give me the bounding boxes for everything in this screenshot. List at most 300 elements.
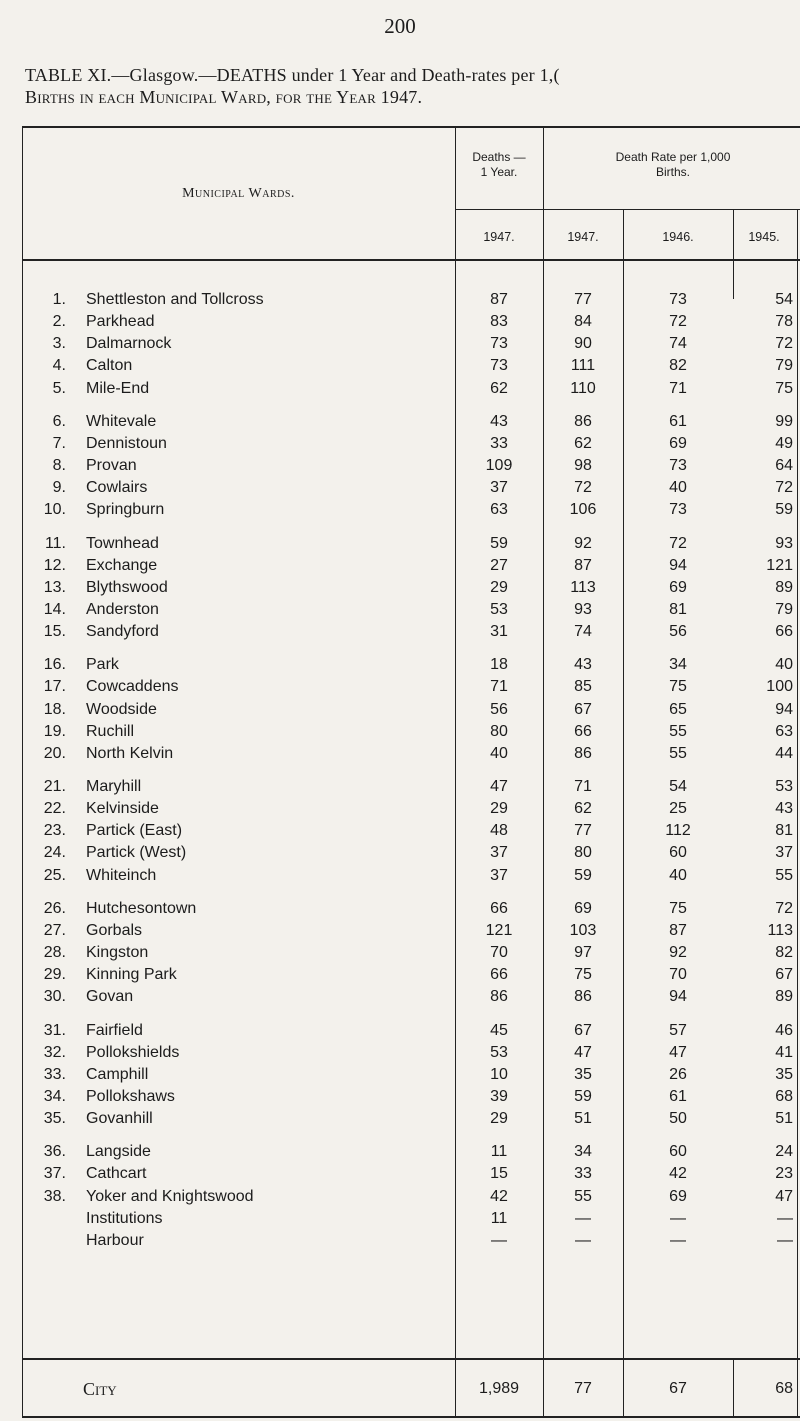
rate-1947: 43 bbox=[574, 656, 592, 674]
rate-1945: 82 bbox=[775, 944, 793, 962]
table-row bbox=[0, 411, 800, 433]
rate-1945: 51 bbox=[775, 1110, 793, 1128]
deaths-1947: 11 bbox=[490, 1209, 508, 1227]
rate-1945: 94 bbox=[775, 700, 793, 718]
ward-number: 9. bbox=[52, 479, 66, 497]
rate-1947: 62 bbox=[574, 434, 592, 452]
rate-1946: — bbox=[670, 1209, 686, 1227]
rate-1947: 87 bbox=[574, 556, 592, 574]
ward-number: 27. bbox=[43, 921, 66, 939]
ward-name: Fairfield bbox=[86, 1021, 143, 1039]
year-rate-1947: 1947. bbox=[567, 230, 599, 244]
rate-1946: 69 bbox=[669, 578, 687, 596]
ward-number: 17. bbox=[43, 678, 66, 696]
ward-name: Kingston bbox=[86, 944, 149, 962]
deaths-1947: 109 bbox=[485, 457, 513, 475]
rate-1946: 34 bbox=[669, 656, 687, 674]
table-row bbox=[0, 1064, 800, 1086]
ward-name: Cathcart bbox=[86, 1165, 147, 1183]
ward-name: Dalmarnock bbox=[86, 335, 172, 353]
rate-1945: 53 bbox=[775, 778, 793, 795]
ward-name: Camphill bbox=[86, 1065, 149, 1083]
rate-1946: 54 bbox=[669, 778, 687, 795]
rate-1946: 94 bbox=[669, 988, 687, 1006]
table-row bbox=[0, 842, 800, 864]
rate-1947: 75 bbox=[574, 966, 592, 984]
rate-1946: 71 bbox=[669, 379, 687, 397]
table-row bbox=[0, 355, 800, 377]
rate-1947: 97 bbox=[574, 944, 592, 962]
rate-1945: 89 bbox=[775, 988, 793, 1006]
ward-number: 11. bbox=[44, 534, 66, 552]
table-row bbox=[0, 699, 800, 721]
deaths-1947: 43 bbox=[490, 412, 508, 430]
rate-1946: 94 bbox=[669, 556, 687, 574]
table-row bbox=[0, 798, 800, 820]
rate-1945: 54 bbox=[775, 291, 793, 308]
deaths-1947: 66 bbox=[490, 966, 508, 984]
rate-1945: 99 bbox=[775, 412, 793, 430]
city-deaths: 1,989 bbox=[478, 1380, 520, 1397]
deaths-1947: 83 bbox=[490, 313, 508, 331]
rate-1947: 106 bbox=[569, 501, 597, 519]
ward-number: 16. bbox=[43, 656, 66, 674]
deaths-1947: 73 bbox=[490, 335, 508, 353]
header-deaths: Deaths —1 Year. bbox=[472, 150, 526, 179]
rate-1945: 40 bbox=[775, 656, 793, 674]
rate-1946: — bbox=[670, 1231, 686, 1249]
ward-number: 1. bbox=[52, 291, 66, 308]
table-row bbox=[0, 311, 800, 333]
ward-number: 31. bbox=[43, 1021, 66, 1039]
deaths-1947: 11 bbox=[490, 1143, 508, 1161]
rate-1947: 67 bbox=[574, 700, 592, 718]
ward-number: 38. bbox=[43, 1187, 66, 1205]
ward-name: Blythswood bbox=[86, 578, 168, 596]
table-row bbox=[0, 898, 800, 920]
rate-1945: 79 bbox=[775, 357, 793, 375]
table-row bbox=[0, 1108, 800, 1130]
ward-number: 35. bbox=[43, 1110, 66, 1128]
rate-1945: 89 bbox=[775, 578, 793, 596]
table-row bbox=[0, 776, 800, 798]
rate-1946: 75 bbox=[669, 899, 687, 917]
rate-1945: 72 bbox=[775, 899, 793, 917]
deaths-1947: 53 bbox=[490, 1043, 508, 1061]
rate-1947: 98 bbox=[574, 457, 592, 475]
table-row bbox=[0, 1163, 800, 1185]
deaths-1947: 70 bbox=[490, 944, 508, 962]
ward-name: Calton bbox=[86, 357, 133, 375]
rate-1945: 24 bbox=[775, 1143, 793, 1161]
deaths-1947: 62 bbox=[490, 379, 508, 397]
table-top-rule bbox=[22, 126, 800, 128]
ward-name: Provan bbox=[86, 457, 137, 475]
table-row bbox=[0, 1141, 800, 1163]
ward-name: Govanhill bbox=[86, 1110, 153, 1128]
ward-number: 22. bbox=[43, 800, 66, 818]
ward-name: Anderston bbox=[86, 600, 159, 618]
table-row bbox=[0, 1020, 800, 1042]
deaths-1947: 86 bbox=[490, 988, 508, 1006]
rate-1947: 35 bbox=[574, 1065, 592, 1083]
ward-number: 26. bbox=[43, 899, 66, 917]
rate-1945: 23 bbox=[775, 1165, 793, 1183]
rate-1947: 86 bbox=[574, 412, 592, 430]
ward-name: Woodside bbox=[86, 700, 157, 718]
rate-1945: 67 bbox=[775, 966, 793, 984]
rate-1946: 73 bbox=[669, 457, 687, 475]
table-row bbox=[0, 743, 800, 765]
city-label: City bbox=[83, 1379, 117, 1399]
ward-name: Partick (West) bbox=[86, 844, 187, 862]
title-line-1: TABLE XI.—Glasgow.—DEATHS under 1 Year and Death-rates per 1,( bbox=[25, 65, 560, 85]
table-row bbox=[0, 433, 800, 455]
ward-number: 10. bbox=[43, 501, 66, 519]
rate-1945: — bbox=[777, 1209, 793, 1227]
ward-name: Cowcaddens bbox=[86, 678, 179, 696]
table-row bbox=[0, 986, 800, 1008]
rate-1947: — bbox=[575, 1209, 591, 1227]
rate-1945: 93 bbox=[775, 534, 793, 552]
rate-1947: 110 bbox=[570, 379, 596, 397]
rate-1947: 59 bbox=[574, 866, 592, 884]
ward-name: Sandyford bbox=[86, 623, 159, 641]
deaths-1947: 73 bbox=[490, 357, 508, 375]
ward-name: Pollokshaws bbox=[86, 1087, 175, 1105]
deaths-1947: 80 bbox=[490, 722, 508, 740]
rate-1945: 55 bbox=[775, 866, 793, 884]
rate-1947: 111 bbox=[570, 357, 596, 375]
rate-1947: 103 bbox=[569, 921, 597, 939]
rate-1947: 72 bbox=[574, 479, 592, 497]
ward-name: Ruchill bbox=[86, 722, 135, 740]
table-row bbox=[0, 577, 800, 599]
table-row bbox=[0, 555, 800, 577]
rate-1947: 90 bbox=[574, 335, 592, 353]
table-row bbox=[0, 964, 800, 986]
rate-1947: 33 bbox=[574, 1165, 592, 1183]
ward-name: North Kelvin bbox=[86, 744, 174, 762]
rate-1947: 80 bbox=[574, 844, 592, 862]
ward-number: 3. bbox=[52, 335, 66, 353]
ward-number: 4. bbox=[52, 357, 66, 375]
ward-number: 28. bbox=[43, 944, 66, 962]
rate-1945: 63 bbox=[775, 722, 793, 740]
deaths-1947: 56 bbox=[490, 700, 508, 718]
deaths-1947: 40 bbox=[490, 744, 508, 762]
ward-number: 8. bbox=[52, 457, 66, 475]
rate-1946: 55 bbox=[669, 722, 687, 740]
rate-1947: 47 bbox=[574, 1043, 592, 1061]
rate-1946: 60 bbox=[669, 1143, 687, 1161]
ward-name: Partick (East) bbox=[86, 822, 183, 840]
ward-name: Pollokshields bbox=[86, 1043, 180, 1061]
ward-number: 2. bbox=[52, 313, 66, 331]
table-row bbox=[0, 1186, 800, 1208]
deaths-1947: 33 bbox=[490, 434, 508, 452]
rate-1947: 113 bbox=[570, 578, 596, 596]
rate-1946: 47 bbox=[669, 1043, 687, 1061]
ward-name: Gorbals bbox=[86, 921, 143, 939]
deaths-1947: 27 bbox=[490, 556, 508, 574]
ward-number: 21. bbox=[43, 778, 66, 795]
table-row bbox=[0, 499, 800, 521]
ward-number: 15. bbox=[43, 623, 66, 641]
ward-number: 20. bbox=[43, 744, 66, 762]
title-line-2: Births in each Municipal Ward, for the Year 1947. bbox=[25, 87, 423, 107]
deaths-1947: 47 bbox=[490, 778, 508, 795]
deaths-1947: 39 bbox=[490, 1087, 508, 1105]
rate-1947: 67 bbox=[574, 1021, 592, 1039]
rate-1945: 81 bbox=[775, 822, 793, 840]
ward-number: 7. bbox=[52, 434, 66, 452]
ward-number: 13. bbox=[43, 578, 66, 596]
rate-1946: 65 bbox=[669, 700, 687, 718]
rate-1945: 100 bbox=[766, 678, 793, 696]
rate-1946: 73 bbox=[669, 501, 687, 519]
ward-name: Springburn bbox=[86, 501, 165, 519]
rate-1945: 43 bbox=[775, 800, 793, 818]
rate-1947: 77 bbox=[574, 291, 592, 308]
deaths-1947: 63 bbox=[490, 501, 508, 519]
rate-1946: 82 bbox=[669, 357, 687, 375]
ward-name: Institutions bbox=[86, 1209, 163, 1227]
rate-1945: 72 bbox=[775, 479, 793, 497]
deaths-1947: — bbox=[491, 1231, 507, 1249]
rate-1945: 79 bbox=[775, 600, 793, 618]
year-rate-1945: 1945. bbox=[748, 230, 780, 244]
header-bottom-rule bbox=[22, 259, 800, 261]
rate-1945: 113 bbox=[767, 921, 793, 939]
city-top-rule bbox=[22, 1358, 800, 1360]
table-row bbox=[0, 1086, 800, 1108]
ward-number: 5. bbox=[52, 379, 66, 397]
rate-1946: 40 bbox=[669, 479, 687, 497]
deaths-1947: 42 bbox=[490, 1187, 508, 1205]
rate-1947: — bbox=[575, 1231, 591, 1249]
deaths-1947: 53 bbox=[490, 600, 508, 618]
ward-number: 23. bbox=[43, 822, 66, 840]
deaths-1947: 29 bbox=[490, 578, 508, 596]
ward-number: 32. bbox=[43, 1043, 66, 1061]
rate-1945: 44 bbox=[775, 744, 793, 762]
ward-name: Langside bbox=[86, 1143, 151, 1161]
rate-1945: 47 bbox=[775, 1187, 793, 1205]
rate-1946: 56 bbox=[669, 623, 687, 641]
table-row bbox=[0, 289, 800, 311]
rate-1946: 55 bbox=[669, 744, 687, 762]
ward-name: Hutchesontown bbox=[86, 899, 197, 917]
rate-1945: 121 bbox=[766, 556, 793, 574]
ward-name: Kelvinside bbox=[86, 800, 159, 818]
header-death-rate: Death Rate per 1,000 Births. bbox=[615, 150, 731, 179]
rate-1945: 46 bbox=[775, 1021, 793, 1039]
rate-1946: 75 bbox=[669, 678, 687, 696]
ward-name: Dennistoun bbox=[86, 434, 167, 452]
rate-1946: 61 bbox=[669, 1087, 687, 1105]
deaths-1947: 10 bbox=[490, 1065, 508, 1083]
rate-1947: 86 bbox=[574, 744, 592, 762]
ward-name: Kinning Park bbox=[86, 966, 177, 984]
rate-1946: 60 bbox=[669, 844, 687, 862]
rate-1947: 85 bbox=[574, 678, 592, 696]
table-row bbox=[0, 599, 800, 621]
page-number: 200 bbox=[384, 14, 416, 38]
ward-name: Mile-End bbox=[86, 379, 150, 397]
rate-1946: 25 bbox=[669, 800, 687, 818]
rate-1945: 66 bbox=[775, 623, 793, 641]
rate-1946: 92 bbox=[669, 944, 687, 962]
rate-1947: 84 bbox=[574, 313, 592, 331]
rate-1945: 75 bbox=[775, 379, 793, 397]
rate-1945: 68 bbox=[775, 1087, 793, 1105]
table-row bbox=[0, 533, 800, 555]
ward-name: Exchange bbox=[86, 556, 158, 574]
table-bottom-rule bbox=[22, 1416, 800, 1418]
table-row bbox=[0, 676, 800, 698]
rate-1946: 26 bbox=[669, 1065, 687, 1083]
table-row bbox=[0, 1230, 800, 1252]
table-row bbox=[0, 621, 800, 643]
ward-name: Parkhead bbox=[86, 313, 155, 331]
city-rate-1947: 77 bbox=[574, 1380, 592, 1397]
deaths-1947: 45 bbox=[490, 1021, 508, 1039]
rate-1946: 42 bbox=[669, 1165, 687, 1183]
rate-1946: 70 bbox=[669, 966, 687, 984]
rate-1945: 59 bbox=[775, 501, 793, 519]
rate-1947: 86 bbox=[574, 988, 592, 1006]
deaths-1947: 48 bbox=[490, 822, 508, 840]
ward-number: 24. bbox=[43, 844, 66, 862]
rate-1946: 87 bbox=[669, 921, 687, 939]
divider-1946 bbox=[733, 209, 734, 299]
year-deaths-1947: 1947. bbox=[483, 230, 515, 244]
rate-1947: 66 bbox=[574, 722, 592, 740]
rate-1947: 51 bbox=[574, 1110, 592, 1128]
table-row bbox=[0, 477, 800, 499]
deaths-1947: 37 bbox=[490, 844, 508, 862]
rate-1945: 35 bbox=[775, 1065, 793, 1083]
rate-1946: 61 bbox=[669, 412, 687, 430]
rate-1945: 41 bbox=[775, 1043, 793, 1061]
ward-number: 18. bbox=[43, 700, 66, 718]
ward-name: Harbour bbox=[86, 1231, 144, 1249]
deaths-1947: 87 bbox=[490, 291, 508, 308]
city-rate-1945: 68 bbox=[775, 1380, 793, 1397]
rate-1946: 73 bbox=[669, 291, 687, 308]
ward-number: 37. bbox=[43, 1165, 66, 1183]
ward-name: Whiteinch bbox=[86, 866, 157, 884]
rate-1946: 112 bbox=[665, 822, 691, 840]
table-row bbox=[0, 378, 800, 400]
header-sub-rule bbox=[455, 209, 800, 210]
ward-name: Yoker and Knightswood bbox=[86, 1187, 254, 1205]
ward-number: 36. bbox=[43, 1143, 66, 1161]
table-row bbox=[0, 455, 800, 477]
rate-1946: 81 bbox=[669, 600, 687, 618]
table-row bbox=[0, 654, 800, 676]
rate-1947: 77 bbox=[574, 822, 592, 840]
ward-name: Cowlairs bbox=[86, 479, 148, 497]
rate-1946: 74 bbox=[669, 335, 687, 353]
ward-number: 29. bbox=[43, 966, 66, 984]
table-row bbox=[0, 1208, 800, 1230]
ward-name: Shettleston and Tollcross bbox=[86, 291, 264, 308]
rate-1947: 92 bbox=[574, 534, 592, 552]
table-title bbox=[25, 64, 560, 108]
city-rate-1946: 67 bbox=[669, 1380, 687, 1397]
rate-1947: 71 bbox=[574, 778, 592, 795]
header-wards: Municipal Wards. bbox=[182, 186, 295, 201]
rate-1945: — bbox=[777, 1231, 793, 1249]
table-row bbox=[0, 865, 800, 887]
table-row bbox=[0, 942, 800, 964]
rate-1945: 37 bbox=[775, 844, 793, 862]
deaths-1947: 29 bbox=[490, 800, 508, 818]
table-row bbox=[0, 920, 800, 942]
table-row bbox=[0, 1042, 800, 1064]
deaths-1947: 59 bbox=[490, 534, 508, 552]
rate-1945: 78 bbox=[775, 313, 793, 331]
rate-1946: 50 bbox=[669, 1110, 687, 1128]
rate-1946: 72 bbox=[669, 313, 687, 331]
deaths-1947: 66 bbox=[490, 899, 508, 917]
rate-1946: 69 bbox=[669, 434, 687, 452]
rate-1947: 59 bbox=[574, 1087, 592, 1105]
deaths-1947: 37 bbox=[490, 866, 508, 884]
rate-1946: 40 bbox=[669, 866, 687, 884]
rate-1946: 69 bbox=[669, 1187, 687, 1205]
ward-name: Park bbox=[86, 656, 119, 674]
ward-number: 6. bbox=[52, 412, 66, 430]
rate-1947: 93 bbox=[574, 600, 592, 618]
rate-1947: 74 bbox=[574, 623, 592, 641]
deaths-1947: 15 bbox=[490, 1165, 508, 1183]
ward-number: 25. bbox=[43, 866, 66, 884]
rate-1947: 69 bbox=[574, 899, 592, 917]
rate-1945: 72 bbox=[775, 335, 793, 353]
deaths-1947: 29 bbox=[490, 1110, 508, 1128]
ward-number: 14. bbox=[43, 600, 66, 618]
table-row bbox=[0, 820, 800, 842]
deaths-1947: 18 bbox=[490, 656, 508, 674]
deaths-1947: 37 bbox=[490, 479, 508, 497]
deaths-1947: 31 bbox=[490, 623, 508, 641]
ward-number: 19. bbox=[43, 722, 66, 740]
ward-number: 34. bbox=[43, 1087, 66, 1105]
deaths-1947: 71 bbox=[490, 678, 508, 696]
table-row bbox=[0, 721, 800, 743]
deaths-1947: 121 bbox=[485, 921, 513, 939]
rate-1946: 57 bbox=[669, 1021, 687, 1039]
rate-1947: 55 bbox=[574, 1187, 592, 1205]
ward-number: 12. bbox=[43, 556, 66, 574]
ward-number: 33. bbox=[43, 1065, 66, 1083]
rate-1947: 34 bbox=[574, 1143, 592, 1161]
rate-1945: 49 bbox=[775, 434, 793, 452]
year-rate-1946: 1946. bbox=[662, 230, 694, 244]
rate-1946: 72 bbox=[669, 534, 687, 552]
rate-1947: 62 bbox=[574, 800, 592, 818]
table-row bbox=[0, 333, 800, 355]
rate-1945: 64 bbox=[775, 457, 793, 475]
ward-name: Whitevale bbox=[86, 412, 157, 430]
ward-number: 30. bbox=[43, 988, 66, 1006]
ward-name: Maryhill bbox=[86, 778, 142, 795]
ward-name: Govan bbox=[86, 988, 134, 1006]
ward-name: Townhead bbox=[86, 534, 159, 552]
